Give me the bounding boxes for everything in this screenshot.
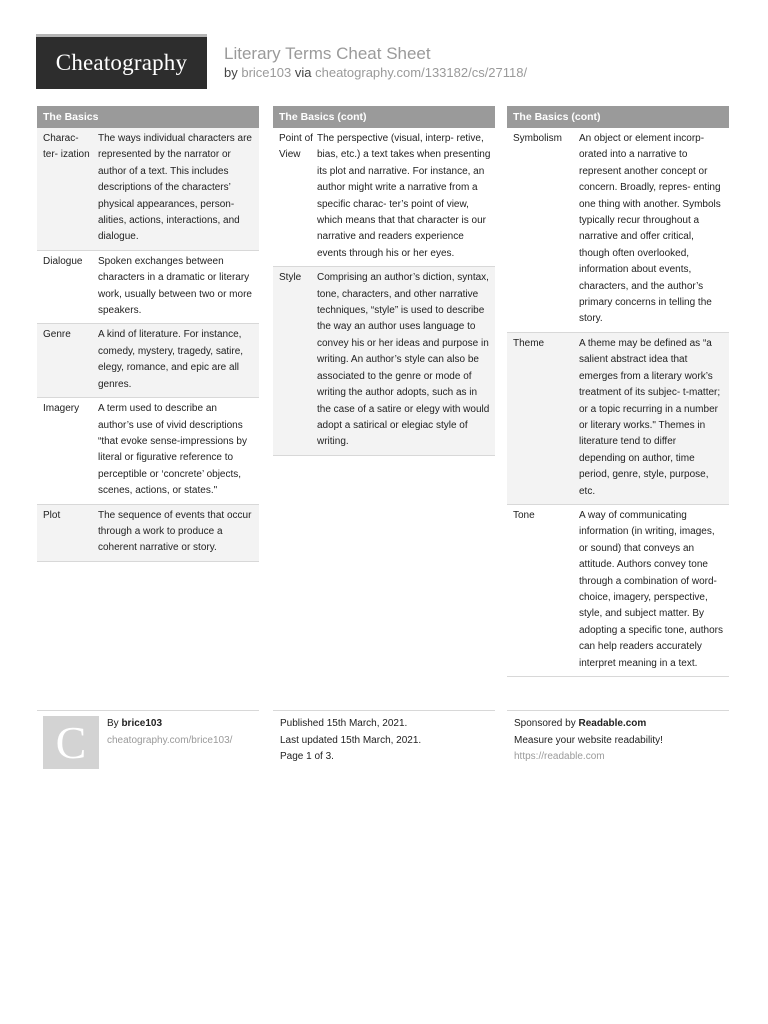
table-row: [37, 251, 259, 325]
footer-divider: [507, 710, 729, 711]
byline: [224, 65, 527, 80]
table-row: [37, 324, 259, 398]
term: Imagery: [43, 403, 80, 415]
section-the-basics-cont-2: [507, 106, 729, 677]
logo-text: Cheatography: [55, 50, 188, 75]
byline-via: via: [294, 65, 312, 80]
footer-sponsor: [514, 716, 663, 766]
definition: The ways individual characters are represented by the narrator or author of a text. This includes descriptions of the characters’ physical appearances, person- alities, actions, interactions, and dialogue.: [98, 133, 252, 243]
author-link[interactable]: brice103: [241, 65, 292, 80]
table-row: [507, 128, 729, 333]
footer-divider: [37, 710, 259, 711]
definition: A way of communicating information (in writing, images, or sound) that conveys an attitude. Authors convey tone through a combination of word-choice, imagery, perspective, style, and subject matter. By adopting a specific tone, authors can help readers accurately interpret meaning in a text.: [579, 509, 723, 669]
definition: Comprising an author’s diction, syntax, tone, characters, and other narrative techniques, “style” is used to describe the way an author uses language to convey his or her ideas and purpose in writing. An author’s style can also be associated to the genre or mode of writing the author adopts, such as in the case of a satire or elegy with would adopt a satirical or elegiac style of writing.: [317, 272, 490, 448]
table-row: [37, 128, 259, 251]
term: Dialogue: [43, 255, 83, 267]
definition: An object or element incorp- orated into a narrative to represent another concept or concern. Broadly, repres- enting one thing with another. Symbols typically recur throughout a narrative and offer critical, though often overlooked, information about events, characters, and the author’s primary concerns in telling the story.: [579, 133, 721, 325]
page-number: Page 1 of 3.: [280, 751, 334, 762]
table-row: [273, 267, 495, 455]
section-heading: The Basics: [37, 106, 259, 128]
table-row: [37, 505, 259, 562]
footer-divider: [273, 710, 495, 711]
footer-author-name[interactable]: brice103: [121, 718, 163, 729]
avatar[interactable]: [43, 716, 99, 769]
footer-by-prefix: By: [107, 718, 119, 729]
table-row: [507, 505, 729, 677]
byline-prefix: by: [224, 65, 238, 80]
section-heading: The Basics (cont): [507, 106, 729, 128]
term: Point of View: [279, 133, 313, 161]
term: Theme: [513, 337, 545, 349]
term: Symbolism: [513, 133, 562, 144]
term: Plot: [43, 509, 61, 521]
sponsor-tagline: Measure your website readability!: [514, 734, 663, 746]
definition: A theme may be defined as “a salient abstract idea that emerges from a literary work’s treatment of its subjec- t-matter; or a topic recurring in a number or literary works." Themes in literature tend to differ depending on author, time period, genre, style, purpose, etc.: [579, 337, 721, 497]
table-row: [273, 128, 495, 267]
table-row: [507, 333, 729, 505]
sponsor-name[interactable]: Readable.com: [578, 718, 647, 729]
sheet-url-link[interactable]: cheatography.com/133182/cs/27118/: [315, 65, 528, 80]
term: Charac- ter- ization: [43, 133, 90, 161]
avatar-letter: C: [55, 716, 87, 768]
definition: The perspective (visual, interp- retive, bias, etc.) a text takes when presenting its plot and narrative. For instance, an author might write a narrative from a specific charac- ter’s point of view, which means that that character is our narrative and readers experience events through his or her eyes.: [317, 133, 491, 259]
table-row: [37, 398, 259, 504]
section-heading: The Basics (cont): [273, 106, 495, 128]
definition: Spoken exchanges between characters in a dramatic or literary work, usually between two or more speakers.: [98, 255, 252, 317]
section-the-basics: [37, 106, 259, 562]
term: Genre: [43, 329, 71, 341]
page-title: Literary Terms Cheat Sheet: [224, 44, 431, 63]
updated-date: Last updated 15th March, 2021.: [280, 734, 422, 746]
sponsored-prefix: Sponsored by: [514, 718, 576, 729]
footer-publish-info: [280, 716, 421, 766]
footer-author-url[interactable]: cheatography.com/brice103/: [107, 734, 233, 746]
section-the-basics-cont-1: [273, 106, 495, 456]
cheatography-logo[interactable]: [36, 34, 207, 89]
sponsor-url[interactable]: https://readable.com: [514, 751, 605, 762]
term: Style: [279, 272, 302, 284]
definition: The sequence of events that occur through a work to produce a coherent narrative or story.: [98, 509, 252, 554]
definition: A term used to describe an author’s use of vivid descriptions “that evoke sense-impressions by literal or figurative reference to perceptible or ‘concrete’ objects, scenes, actions, or states.": [98, 403, 247, 497]
published-date: Published 15th March, 2021.: [280, 718, 408, 729]
definition: A kind of literature. For instance, comedy, mystery, tragedy, satire, elegy, romance, and epic are all genres.: [98, 329, 244, 390]
term: Tone: [513, 509, 535, 521]
footer-author: [107, 716, 232, 749]
